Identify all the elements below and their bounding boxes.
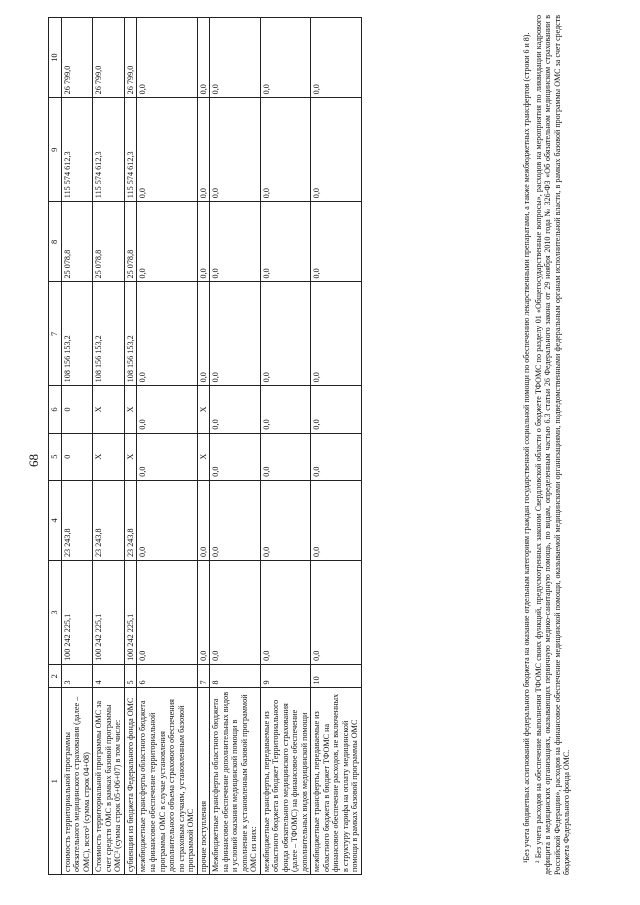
row-value: 0,0	[197, 561, 210, 665]
row-value: 0,0	[197, 202, 210, 282]
row-name: субвенции из бюджета Федерального фонда ОМС	[124, 688, 137, 875]
row-value: X	[93, 433, 125, 480]
row-value: 0,0	[137, 561, 197, 665]
column-header: 4	[49, 480, 62, 560]
table-row	[260, 18, 311, 875]
row-value: X	[124, 433, 137, 480]
row-value: 23 243,8	[61, 480, 93, 560]
footnote-2: ² Без учета расходов на обеспечение выполнения ТФОМС своих функций, предусмотренных законом Свердловской области о бюджете ТФОМС по разделу 01 «Общегосударственные вопросы», расходов на мероприятия по ликвидации кадрового дефицита в медицинских организациях, оказывающих первичную медико-санитарную помощь, по видам, определенным частью 6.3 статьи 26 Федерального закона от 29 ноября 2010 года № 326-ФЗ «Об обязательном медицинском страховании в Российской Федерации», расходов на финансовое обеспечение медицинской помощи, оказываемой медицинскими организациями, подведомственными федеральным органам исполнительной власти, в рамках базовой программы ОМС за счет средств бюджета Федерального фонда ОМС.	[533, 15, 572, 875]
row-value: X	[197, 386, 210, 433]
row-value: 0,0	[260, 202, 311, 282]
row-value: 115 574 612,3	[61, 98, 93, 202]
row-value: 0,0	[197, 480, 210, 560]
column-header: 9	[49, 98, 62, 202]
footnotes	[522, 15, 574, 875]
row-value: 0,0	[137, 433, 197, 480]
row-name: стоимость территориальной программы обязательного медицинского страхования (далее – ОМС), всего³ (сумма строк 04+08)	[61, 688, 93, 875]
row-value: 0,0	[260, 282, 311, 386]
row-value: 0,0	[137, 282, 197, 386]
column-header: 1	[49, 688, 62, 875]
row-value: 0,0	[311, 18, 362, 98]
row-value: 0,0	[260, 386, 311, 433]
row-value: 0,0	[311, 480, 362, 560]
column-header: 10	[49, 18, 62, 98]
row-value: X	[93, 386, 125, 433]
row-value: 0,0	[311, 561, 362, 665]
row-value: 0,0	[311, 202, 362, 282]
row-value: X	[124, 386, 137, 433]
row-code: 10	[311, 664, 362, 688]
row-value: 0,0	[197, 98, 210, 202]
row-value: 108 156 153,2	[124, 282, 137, 386]
row-value: 0,0	[137, 18, 197, 98]
column-header: 5	[49, 433, 62, 480]
data-table	[48, 17, 362, 875]
table-row	[124, 18, 137, 875]
row-value: 26 799,0	[93, 18, 125, 98]
row-value: 0,0	[197, 282, 210, 386]
column-header: 7	[49, 282, 62, 386]
row-value: 100 242 225,1	[124, 561, 137, 665]
row-value: 23 243,8	[124, 480, 137, 560]
table-row	[61, 18, 93, 875]
row-value: 0,0	[137, 386, 197, 433]
row-value: 0,0	[260, 98, 311, 202]
row-value: 0,0	[210, 282, 261, 386]
row-value: 0,0	[311, 282, 362, 386]
row-value: 0	[61, 386, 93, 433]
row-name: Стоимость территориальной программы ОМС за счет средств ОМС в рамках базовой программы ОМС³ (сумма строк 05+06+07) в том числе:	[93, 688, 125, 875]
column-header: 2	[49, 664, 62, 688]
row-value: 100 242 225,1	[61, 561, 93, 665]
row-value: 0,0	[260, 561, 311, 665]
row-code: 9	[260, 664, 311, 688]
table-row	[93, 18, 125, 875]
row-name: прочие поступления	[197, 688, 210, 875]
row-value: 108 156 153,2	[61, 282, 93, 386]
row-value: 0,0	[311, 98, 362, 202]
row-value: 0,0	[210, 18, 261, 98]
row-value: 26 799,0	[61, 18, 93, 98]
table-body	[61, 18, 361, 875]
row-value: 25 078,8	[61, 202, 93, 282]
row-code: 6	[137, 664, 197, 688]
row-value: 0,0	[197, 18, 210, 98]
row-value: 0,0	[137, 202, 197, 282]
row-name: Межбюджетные трансферты областного бюджета на финансовое обеспечение дополнительных видов и условий оказания медицинской помощи в дополнение к установленным базовой программой ОМС из них:	[210, 688, 261, 875]
footnote-1: ¹Без учета бюджетных ассигнований федерального бюджета на оказание отдельным категориям граждан государственной социальной помощи по обеспечению лекарственными препаратами, а также межбюджетных трансфертов (строки 6 и 8).	[522, 32, 531, 863]
row-value: 0,0	[311, 386, 362, 433]
table-header-row	[49, 18, 62, 875]
row-value: 0,0	[210, 202, 261, 282]
row-value: 108 156 153,2	[93, 282, 125, 386]
row-value: 0,0	[137, 480, 197, 560]
table-row	[137, 18, 197, 875]
row-code: 7	[197, 664, 210, 688]
row-value: 0,0	[210, 386, 261, 433]
row-name: межбюджетные трансферты областного бюджета на финансовое обеспечение территориальной программы ОМС в случае установления дополнительного объема страхового обеспечения по страховым случаям, установленным базовой программой ОМС	[137, 688, 197, 875]
row-name: межбюджетные трансферты, передаваемые из областного бюджета в бюджет ТФОМС на финансовое обеспечение расходов, не включенных в структуру тарифа на оплату медицинской помощи в рамках базовой программы ОМС	[311, 688, 362, 875]
column-header: 6	[49, 386, 62, 433]
table-row	[210, 18, 261, 875]
row-value: 0,0	[260, 480, 311, 560]
row-value: 100 242 225,1	[93, 561, 125, 665]
row-value: 0,0	[210, 433, 261, 480]
row-value: 0,0	[311, 433, 362, 480]
row-value: 0,0	[260, 433, 311, 480]
column-header: 8	[49, 202, 62, 282]
row-name: межбюджетные трансферты, передаваемые из областного бюджета в бюджет Территориального фонда обязательного медицинского страхования (далее – ТФОМС) на финансовое обеспечение дополнительных видов медицинской помощи	[260, 688, 311, 875]
row-value: 0,0	[210, 561, 261, 665]
row-value: 115 574 612,3	[93, 98, 125, 202]
row-code: 4	[93, 664, 125, 688]
row-value: 25 078,8	[93, 202, 125, 282]
page-number: 68	[26, 454, 41, 467]
row-value: 115 574 612,3	[124, 98, 137, 202]
row-value: 0,0	[260, 18, 311, 98]
row-value: 23 243,8	[93, 480, 125, 560]
table-row	[197, 18, 210, 875]
table-row	[311, 18, 362, 875]
row-code: 8	[210, 664, 261, 688]
row-value: X	[197, 433, 210, 480]
row-value: 0,0	[210, 98, 261, 202]
row-code: 5	[124, 664, 137, 688]
row-value: 0,0	[137, 98, 197, 202]
column-header: 3	[49, 561, 62, 665]
row-code: 3	[61, 664, 93, 688]
row-value: 0,0	[210, 480, 261, 560]
row-value: 25 078,8	[124, 202, 137, 282]
row-value: 0	[61, 433, 93, 480]
row-value: 26 799,0	[124, 18, 137, 98]
